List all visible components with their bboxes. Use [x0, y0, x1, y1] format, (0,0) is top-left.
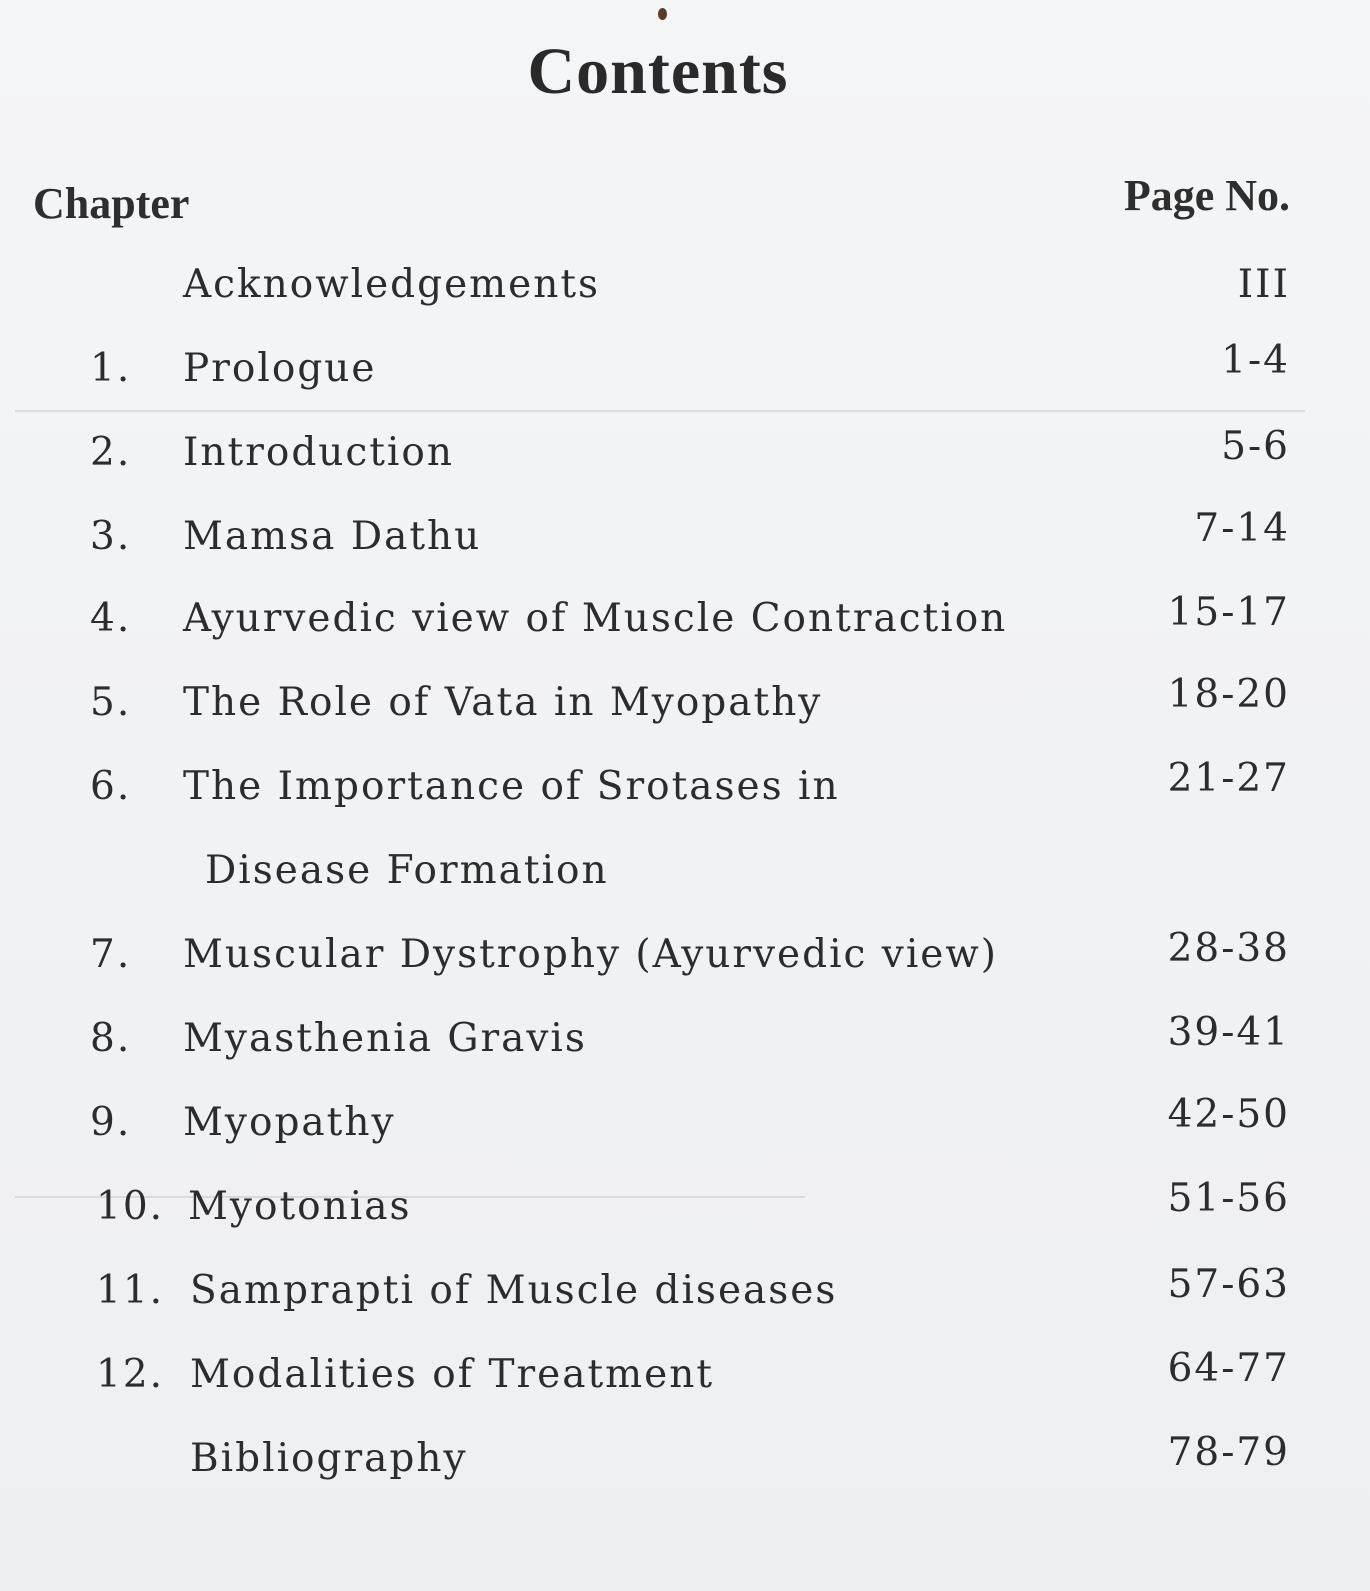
toc-entry-pages: 57-63 [1167, 1262, 1290, 1307]
toc-entry-number: 11. [96, 1268, 165, 1313]
show-through-rule [15, 410, 1305, 412]
toc-entry-label: Modalities of Treatment [190, 1352, 715, 1397]
toc-entry-label: Acknowledgements [183, 262, 601, 307]
toc-entry [0, 424, 1370, 490]
toc-entry [0, 1176, 1370, 1244]
toc-entry-pages: 18-20 [1167, 672, 1290, 717]
toc-entry-number: 6. [90, 764, 132, 809]
chapter-column-header: Chapter [33, 179, 190, 228]
toc-entry-number: 7. [90, 932, 132, 977]
toc-entry-number: 9. [90, 1100, 132, 1145]
toc-entry-number: 3. [90, 514, 132, 559]
toc-entry-label: Muscular Dystrophy (Ayurvedic view) [183, 932, 998, 977]
toc-entry [0, 926, 1370, 992]
toc-entry-label: Bibliography [190, 1436, 468, 1481]
toc-entry-label: The Importance of Srotases in [183, 764, 840, 809]
toc-entry-label: Introduction [183, 430, 454, 475]
page-title: Contents [527, 35, 789, 108]
toc-entry-number: 8. [90, 1016, 132, 1061]
toc-entry [0, 1262, 1370, 1328]
toc-entry-pages: 15-17 [1167, 590, 1290, 635]
toc-entry-label: Mamsa Dathu [183, 514, 482, 559]
toc-entry-label: Prologue [183, 346, 377, 391]
ink-speck [658, 8, 667, 20]
toc-entry-pages: 42-50 [1167, 1092, 1290, 1137]
toc-entry-pages: 21-27 [1167, 756, 1290, 801]
toc-entry [0, 1430, 1370, 1496]
toc-entry [0, 1346, 1370, 1412]
toc-entry-number: 4. [90, 596, 132, 641]
toc-entry-label: Myopathy [183, 1100, 396, 1145]
toc-entry-pages: 5-6 [1221, 424, 1290, 469]
toc-entry [0, 262, 1370, 322]
toc-entry-pages: 51-56 [1167, 1176, 1290, 1221]
toc-entry [0, 338, 1370, 406]
toc-entry-label: The Role of Vata in Myopathy [183, 680, 823, 725]
toc-entry-pages: 78-79 [1167, 1430, 1290, 1475]
toc-entry-label: Myasthenia Gravis [183, 1016, 587, 1061]
toc-entry-number: 2. [90, 430, 132, 475]
toc-entry-pages: 64-77 [1167, 1346, 1290, 1391]
toc-entry-pages: 39-41 [1167, 1010, 1290, 1055]
toc-entry-number: 1. [90, 346, 132, 391]
toc-entry-label-continued: Disease Formation [205, 848, 609, 893]
toc-entry-pages: 28-38 [1167, 926, 1290, 971]
toc-entry-continuation [0, 848, 1370, 908]
toc-entry-label: Ayurvedic view of Muscle Contraction [183, 596, 1008, 641]
toc-entry-pages: 1-4 [1221, 338, 1290, 383]
toc-entry [0, 756, 1370, 824]
toc-entry-pages: 7-14 [1194, 506, 1290, 551]
toc-entry-number: 5. [90, 680, 132, 725]
toc-entry [0, 506, 1370, 574]
toc-entry-number: 10. [96, 1184, 165, 1229]
toc-entry-label: Samprapti of Muscle diseases [190, 1268, 838, 1313]
toc-entry-label: Myotonias [188, 1184, 412, 1229]
toc-entry-pages: III [1237, 262, 1290, 307]
toc-entry [0, 590, 1370, 656]
toc-entry [0, 1092, 1370, 1160]
page-number-column-header: Page No. [1123, 171, 1290, 220]
toc-entry [0, 672, 1370, 740]
toc-entry-number: 12. [96, 1352, 165, 1397]
toc-entry [0, 1010, 1370, 1076]
